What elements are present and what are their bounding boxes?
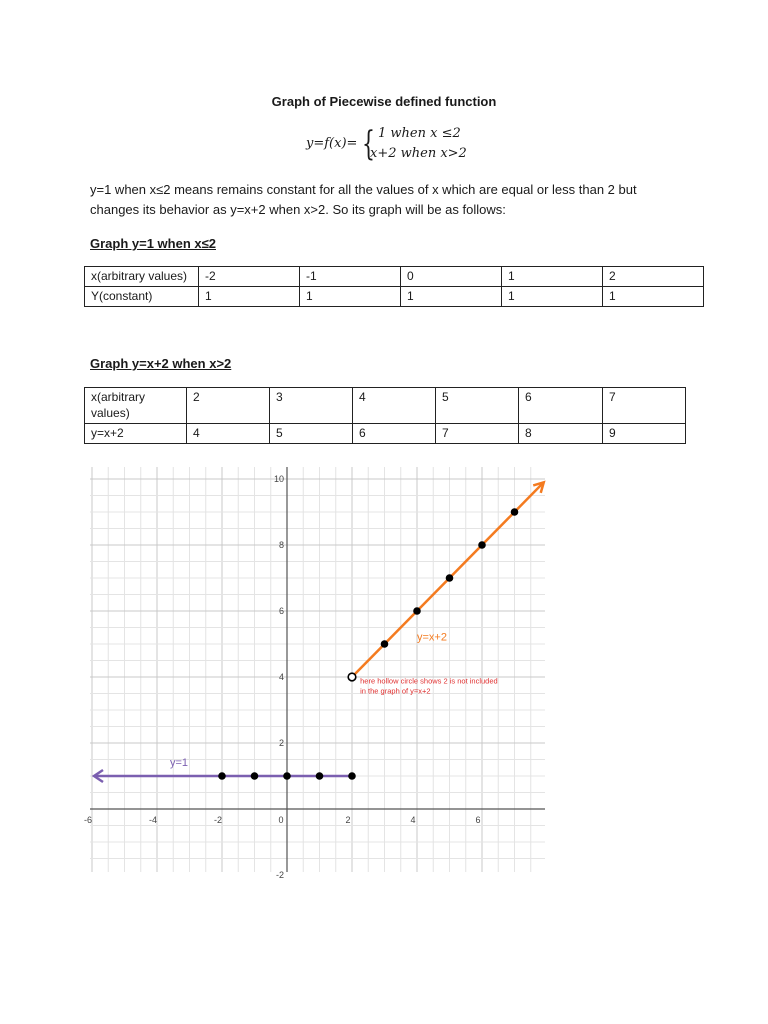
x-tick-label: -6 [83,815,93,825]
table-cell: 7 [436,424,519,444]
data-point [478,541,486,549]
table-row [85,267,704,287]
table-cell: 8 [519,424,603,444]
y-tick-label: 2 [278,738,284,748]
table-constant [84,266,704,307]
table-cell: 3 [270,388,353,424]
series-label: y=1 [170,757,189,770]
table-cell: x(arbitrary values) [85,267,199,287]
data-point [511,508,519,516]
data-point [446,574,454,582]
table-cell: 4 [187,424,270,444]
table-cell: 1 [300,287,401,307]
piecewise-formula [306,122,476,168]
table-cell: x(arbitrary values) [85,388,187,424]
table-cell: 1 [502,287,603,307]
table-cell: 5 [436,388,519,424]
hollow-point [348,673,356,681]
y-tick-label: -2 [275,870,284,880]
table-linear [84,387,686,444]
section-heading-linear: Graph y=x+2 when x>2 [90,356,232,371]
data-point [413,607,421,615]
table-cell: 6 [519,388,603,424]
formula-case-1: 1 when x ≤2 [378,126,461,141]
table-cell: 1 [199,287,300,307]
table-cell: 1 [401,287,502,307]
table-cell: 4 [353,388,436,424]
page-title: Graph of Piecewise defined function [271,94,497,109]
table-cell: 2 [187,388,270,424]
table-cell: 6 [353,424,436,444]
chart-svg [83,467,550,880]
x-tick-label: 4 [410,815,416,825]
table-cell: 0 [401,267,502,287]
table-cell: 5 [270,424,353,444]
table-cell: 1 [502,267,603,287]
data-point [348,772,356,780]
data-point [218,772,226,780]
data-point [283,772,291,780]
table-cell: Y(constant) [85,287,199,307]
table-cell: -2 [199,267,300,287]
annotation-text-line2: in the graph of y=x+2 [360,686,431,696]
x-tick-label: -4 [148,815,158,825]
chart-background [90,467,545,872]
x-tick-label: 0 [278,815,284,825]
table-row [85,287,704,307]
section-heading-constant: Graph y=1 when x≤2 [90,236,216,251]
data-point [316,772,324,780]
table-cell: 2 [603,267,704,287]
y-tick-label: 4 [278,672,284,682]
table-row [85,424,686,444]
y-tick-label: 8 [278,540,284,550]
table-cell: 9 [603,424,686,444]
piecewise-graph [83,467,550,880]
table-cell: 1 [603,287,704,307]
x-tick-label: 6 [475,815,481,825]
y-tick-label: 6 [278,606,284,616]
table-cell: y=x+2 [85,424,187,444]
formula-brace: { [362,124,375,164]
table-cell: 7 [603,388,686,424]
data-point [381,640,389,648]
table-row [85,388,686,424]
formula-case-2: x+2 when x>2 [370,146,467,161]
x-tick-label: 2 [345,815,351,825]
data-point [251,772,259,780]
table-cell: -1 [300,267,401,287]
series-label: y=x+2 [417,631,447,644]
formula-lhs: y=f(x)= [306,136,358,151]
annotation-text-line1: here hollow circle shows 2 is not included [360,676,498,686]
explanation-paragraph: y=1 when x≤2 means remains constant for all the values of x which are equal or less than 2 but changes its behavior as y=x+2 when x>2. So its graph will be as follows: [90,182,637,217]
y-tick-label: 10 [273,474,284,484]
x-tick-label: -2 [213,815,223,825]
